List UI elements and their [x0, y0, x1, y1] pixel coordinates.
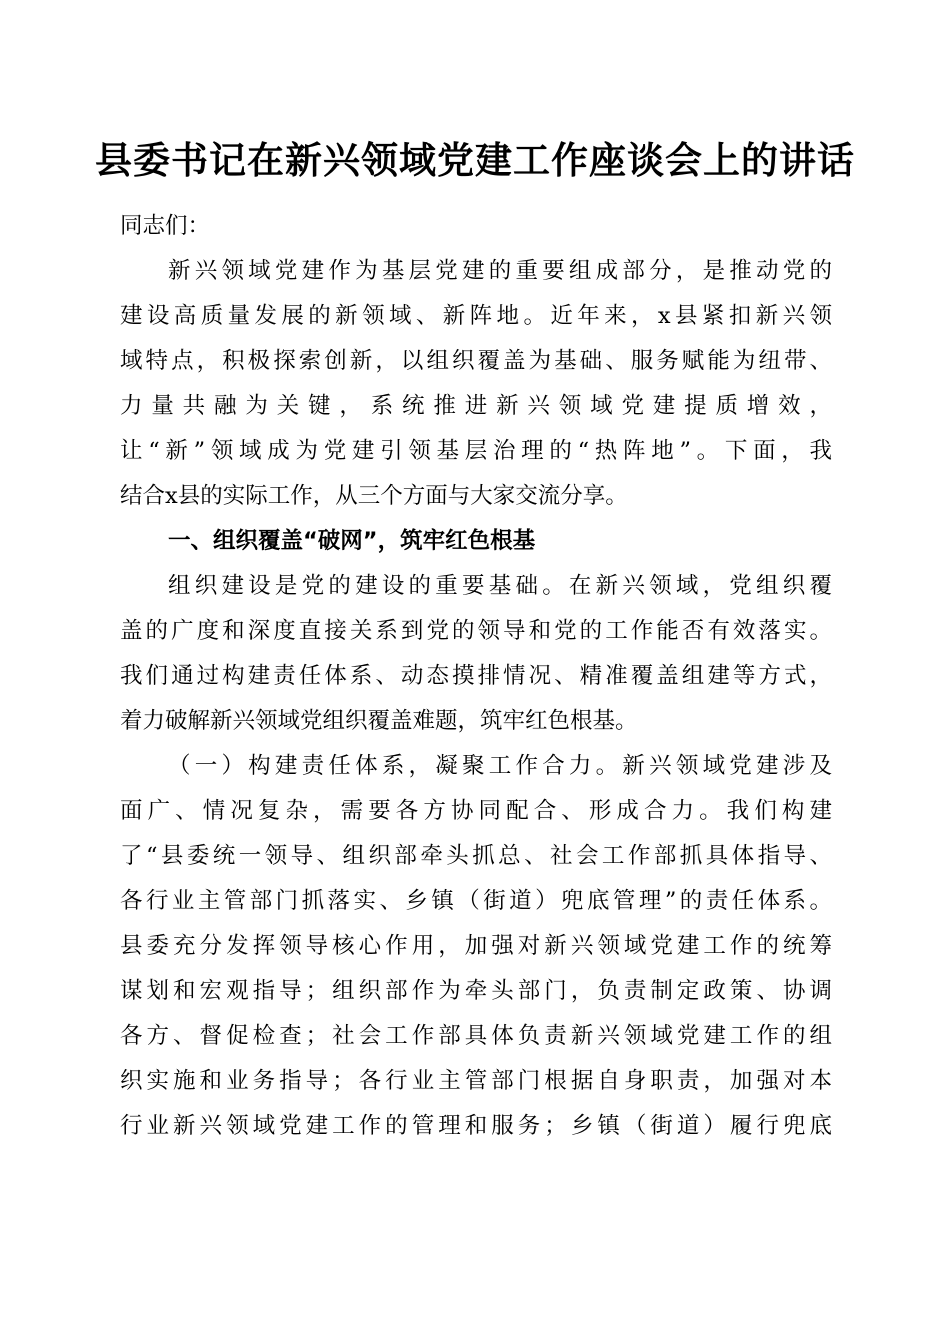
paragraph-line: （一）构建责任体系，凝聚工作合力。新兴领域党建涉及	[168, 753, 832, 779]
paragraph-line: 盖的广度和深度直接关系到党的领导和党的工作能否有效落实。	[120, 618, 832, 644]
intro-paragraph	[120, 249, 832, 519]
section1-paragraph	[120, 564, 832, 744]
paragraph-line: 组织建设是党的建设的重要基础。在新兴领域，党组织覆	[168, 573, 832, 599]
paragraph-line: 谋划和宏观指导；组织部作为牵头部门，负责制定政策、协调	[120, 978, 832, 1004]
paragraph-line: 力量共融为关键，系统推进新兴领域党建提质增效，	[120, 393, 832, 419]
paragraph-line: 面广、情况复杂，需要各方协同配合、形成合力。我们构建	[120, 798, 832, 824]
paragraph-line: 各行业主管部门抓落实、乡镇（街道）兜底管理”的责任体系。	[120, 888, 832, 914]
paragraph-line: 我们通过构建责任体系、动态摸排情况、精准覆盖组建等方式，	[120, 663, 832, 689]
paragraph-line: 县委充分发挥领导核心作用，加强对新兴领域党建工作的统筹	[120, 933, 832, 959]
salutation: 同志们：	[120, 213, 211, 239]
paragraph-line: 结合x县的实际工作，从三个方面与大家交流分享。	[120, 483, 628, 509]
section-heading: 一、组织覆盖“破网”，筑牢红色根基	[168, 528, 536, 554]
subsection1-paragraph	[120, 744, 832, 1149]
document-body	[120, 204, 832, 1149]
paragraph-line: 让“新”领域成为党建引领基层治理的“热阵地”。下面，我	[120, 438, 832, 464]
document-title: 县委书记在新兴领域党建工作座谈会上的讲话	[95, 138, 855, 182]
paragraph-line: 织实施和业务指导；各行业主管部门根据自身职责，加强对本	[120, 1068, 832, 1094]
paragraph-line: 新兴领域党建作为基层党建的重要组成部分，是推动党的	[168, 258, 832, 284]
paragraph-line: 着力破解新兴领域党组织覆盖难题，筑牢红色根基。	[120, 708, 638, 734]
paragraph-line: 各方、督促检查；社会工作部具体负责新兴领域党建工作的组	[120, 1023, 832, 1049]
paragraph-line: 域特点，积极探索创新，以组织覆盖为基础、服务赋能为纽带、	[120, 348, 832, 374]
paragraph-line: 了“县委统一领导、组织部牵头抓总、社会工作部抓具体指导、	[120, 843, 832, 869]
paragraph-line: 建设高质量发展的新领域、新阵地。近年来，x县紧扣新兴领	[120, 303, 832, 329]
paragraph-line: 行业新兴领域党建工作的管理和服务；乡镇（街道）履行兜底	[120, 1113, 832, 1139]
